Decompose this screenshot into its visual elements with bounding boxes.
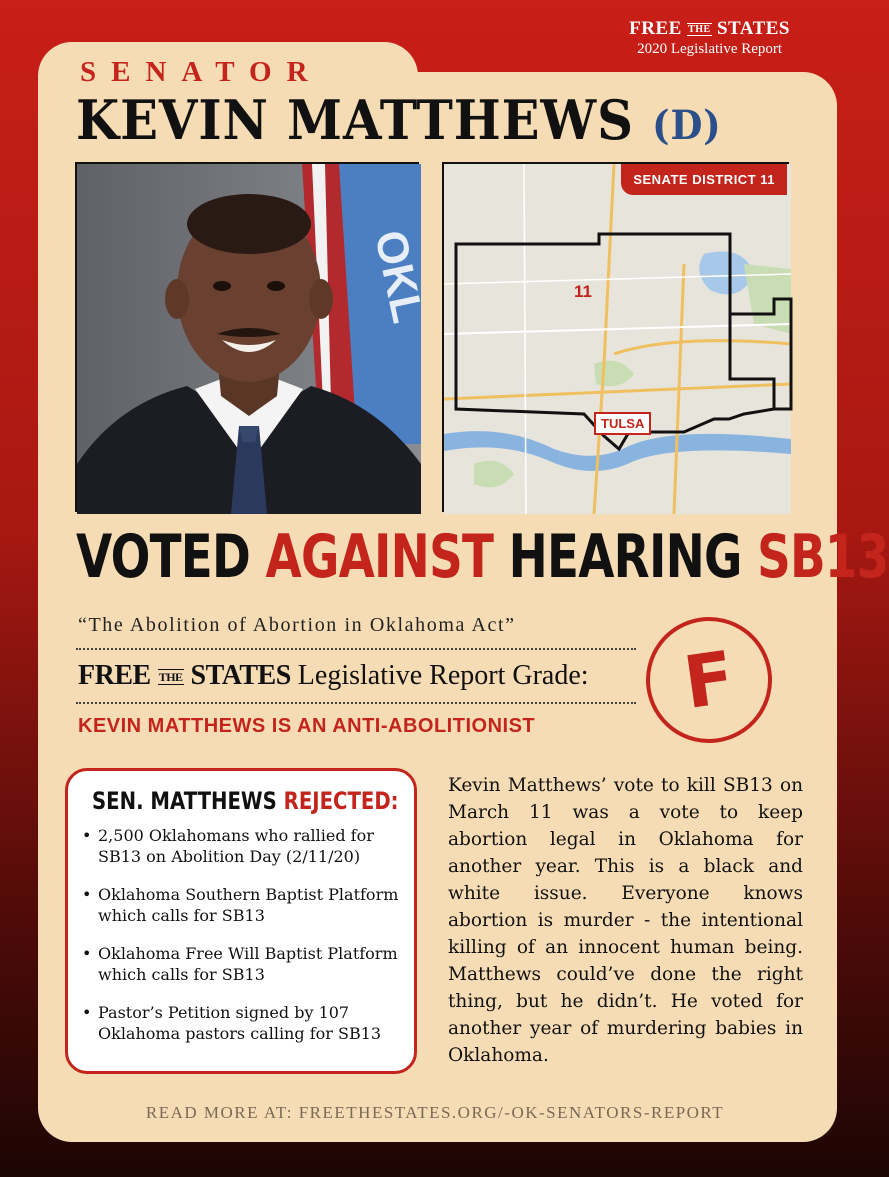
rejected-list <box>82 825 400 1044</box>
senator-photo <box>75 162 433 512</box>
district-number: 11 <box>574 282 592 301</box>
brand-header <box>629 18 790 58</box>
rejected-title: SEN. MATTHEWS REJECTED: <box>92 787 399 815</box>
senate-district-badge: SENATE DISTRICT 11 <box>621 164 787 195</box>
report-year: 2020 Legislative Report <box>637 41 783 57</box>
party-label: (D) <box>652 102 722 149</box>
dotted-divider <box>76 648 636 650</box>
list-item: • Oklahoma Free Will Baptist Platform which calls for SB13 <box>82 943 400 985</box>
verdict-text: KEVIN MATTHEWS IS AN ANTI-ABOLITIONIST <box>78 715 536 737</box>
dotted-divider <box>76 702 636 704</box>
grade-line: FREE THE STATES Legislative Report Grade: <box>78 660 589 691</box>
rejected-box <box>65 768 417 1074</box>
act-name: “The Abolition of Abortion in Oklahoma Act” <box>78 614 516 636</box>
list-item: • Pastor’s Petition signed by 107 Oklahoma pastors calling for SB13 <box>82 1002 400 1044</box>
senator-name: KEVIN MATTHEWS (D) <box>76 88 722 152</box>
vote-headline: VOTED AGAINST HEARING SB13 <box>76 522 889 592</box>
svg-text:OKL: OKL <box>365 226 433 328</box>
senator-portrait <box>77 164 433 514</box>
free-the-states-logo: FREE THE STATES <box>629 18 790 39</box>
list-item: • Oklahoma Southern Baptist Platform which calls for SB13 <box>82 884 400 926</box>
grade-badge: F <box>638 609 780 751</box>
city-label: TULSA <box>594 412 651 435</box>
senator-label: SENATOR <box>80 56 323 88</box>
district-map <box>442 162 789 512</box>
footer-link[interactable]: READ MORE AT: FREETHESTATES.ORG/-OK-SENATORS-REPORT <box>145 1103 725 1122</box>
district-map-graphic <box>444 164 791 514</box>
list-item: • 2,500 Oklahomans who rallied for SB13 on Abolition Day (2/11/20) <box>82 825 400 867</box>
body-paragraph: Kevin Matthews’ vote to kill SB13 on March 11 was a vote to keep abortion legal in Oklahoma for another year. This is a black and white issue. Everyone knows abortion is murder - the intentional killing of an innocent human being. Matthews could’ve done the right thing, but he didn’t. He voted for another year of murdering babies in Oklahoma. <box>448 775 803 1066</box>
